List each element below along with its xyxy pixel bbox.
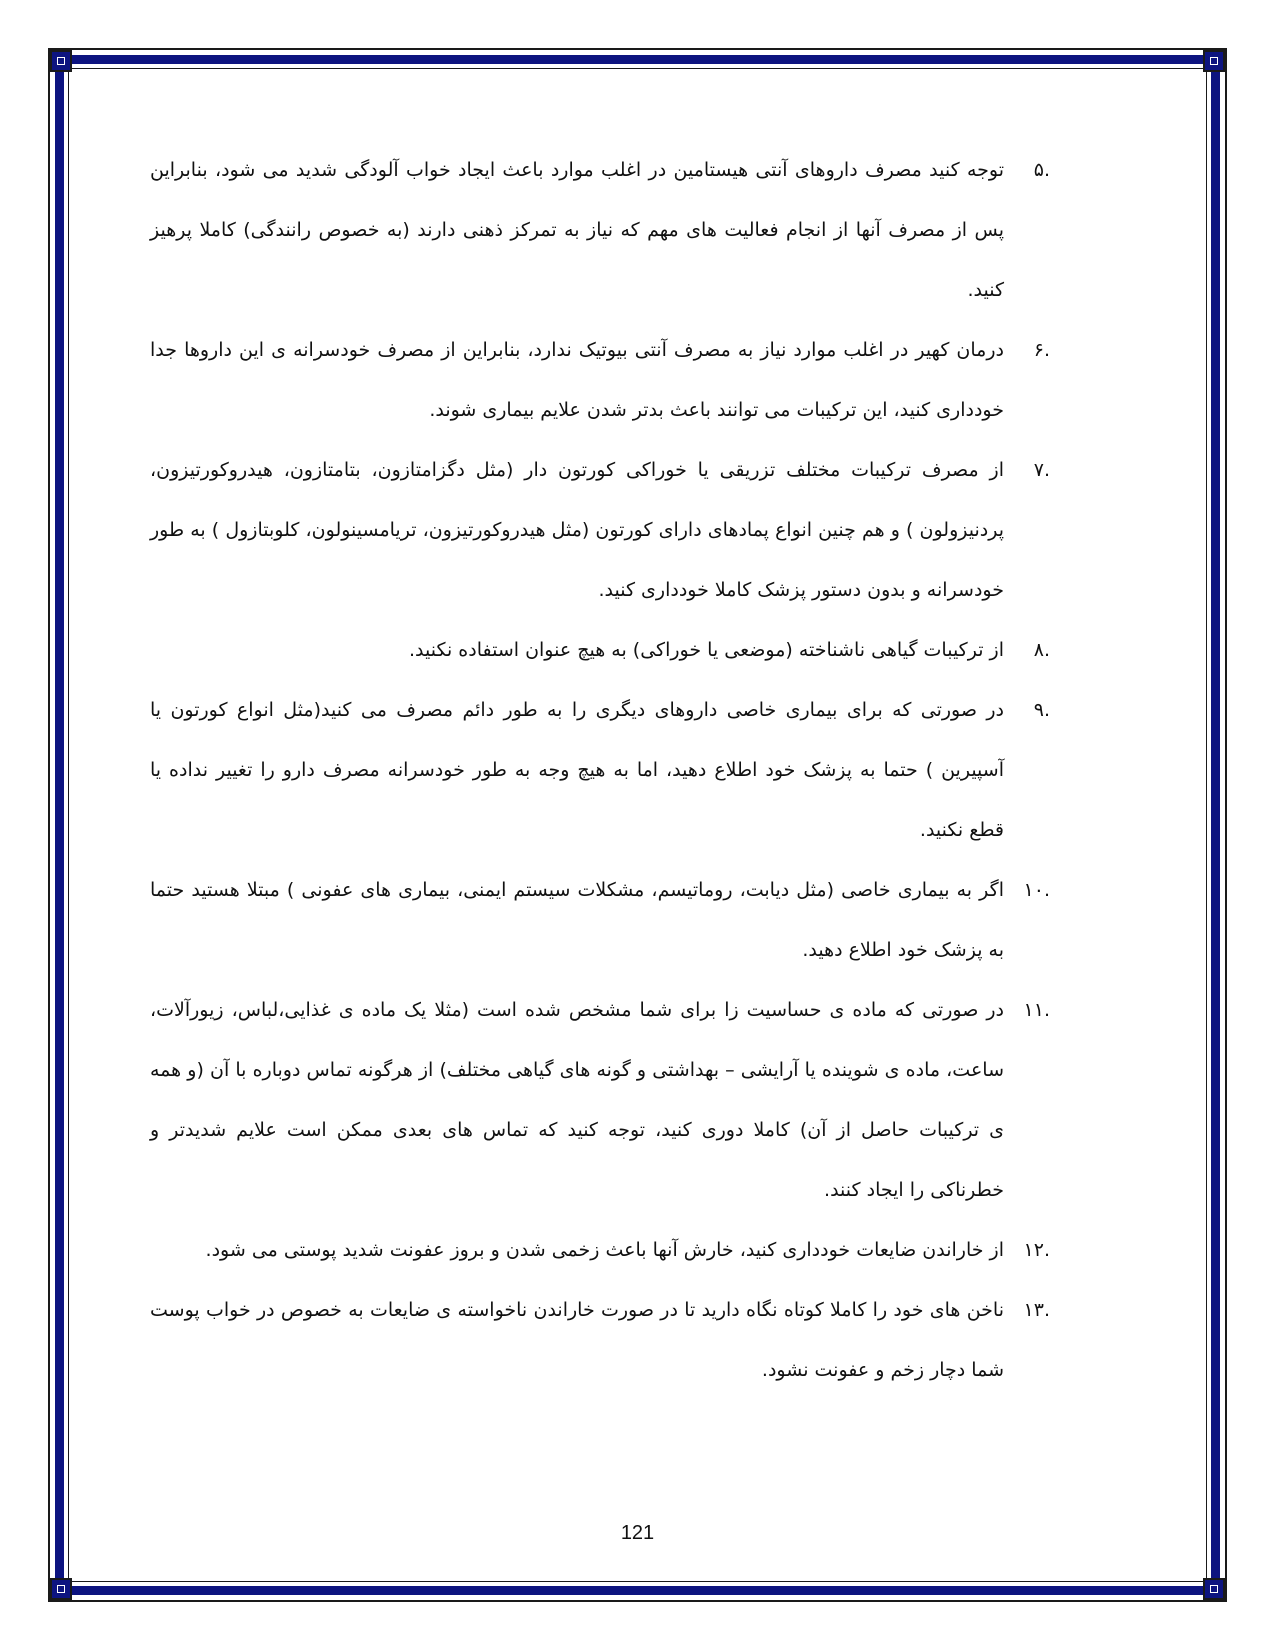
- list-item-number: .۱۰: [1023, 879, 1050, 901]
- list-item-text: در صورتی که ماده ی حساسیت زا برای شما مشخص شده است (مثلا یک ماده ی غذایی،لباس، زیورآلات، ساعت، ماده ی شوینده یا آرایشی – بهداشتی و گونه های گیاهی مختلف) از هرگونه تماس دوباره با آن (و همه ی ترکیبات حاصل از آن) کاملا دوری کنید، توجه کنید که تماس های بعدی ممکن است علایم شدیدتر و خطرناکی را ایجاد کنند.: [150, 999, 1004, 1201]
- list-item: [150, 980, 1050, 1220]
- list-item: [150, 680, 1050, 860]
- list-item: [150, 1280, 1050, 1400]
- list-item: [150, 320, 1050, 440]
- list-item-text: از مصرف ترکیبات مختلف تزریقی یا خوراکی کورتون دار (مثل دگزامتازون، بتامتازون، هیدروکورتیزون، پردنیزولون ) و هم چنین انواع پمادهای دارای کورتون (مثل هیدروکورتیزون، تریامسینولون، کلوبتازول ) به طور خودسرانه و بدون دستور پزشک کاملا خودداری کنید.: [150, 459, 1004, 601]
- list-item-text: از ترکیبات گیاهی ناشناخته (موضعی یا خوراکی) به هیچ عنوان استفاده نکنید.: [408, 639, 1004, 661]
- list-item-number: .۱۳: [1023, 1299, 1050, 1321]
- corner-ornament-bottom-left: [50, 1578, 72, 1600]
- list-item-number: .۱۱: [1023, 999, 1050, 1021]
- list-item-number: .۸: [1033, 639, 1050, 661]
- list-item-text: توجه کنید مصرف داروهای آنتی هیستامین در اغلب موارد باعث ایجاد خواب آلودگی شدید می شود، بنابراین پس از مصرف آنها از انجام فعالیت های مهم که نیاز به تمرکز ذهنی دارند (به خصوص رانندگی) کاملا پرهیز کنید.: [150, 159, 1004, 301]
- list-item: [150, 1220, 1050, 1280]
- corner-ornament-bottom-right: [1203, 1578, 1225, 1600]
- list-item-text: در صورتی که برای بیماری خاصی داروهای دیگری را به طور دائم مصرف می کنید(مثل انواع کورتون یا آسپیرین ) حتما به پزشک خود اطلاع دهید، اما به هیچ وجه به طور خودسرانه مصرف دارو را تغییر نداده یا قطع نکنید.: [150, 699, 1004, 841]
- list-item-number: .۵: [1033, 159, 1050, 181]
- list-item-number: .۹: [1033, 699, 1050, 721]
- list-item: [150, 440, 1050, 620]
- page-number: 121: [620, 1522, 655, 1544]
- corner-ornament-top-left: [50, 50, 72, 72]
- list-item: [150, 860, 1050, 980]
- list-item-text: درمان کهیر در اغلب موارد نیاز به مصرف آنتی بیوتیک ندارد، بنابراین از مصرف خودسرانه ی این داروها جدا خودداری کنید، این ترکیبات می توانند باعث بدتر شدن علایم بیماری شوند.: [150, 339, 1004, 421]
- list-item-text: از خاراندن ضایعات خودداری کنید، خارش آنها باعث زخمی شدن و بروز عفونت شدید پوستی می شود.: [205, 1239, 1004, 1261]
- list-item-number: .۷: [1033, 459, 1050, 481]
- list-item-text: اگر به بیماری خاصی (مثل دیابت، روماتیسم، مشکلات سیستم ایمنی، بیماری های عفونی ) مبتلا هستید حتما به پزشک خود اطلاع دهید.: [150, 879, 1004, 961]
- list-item: [150, 620, 1050, 680]
- corner-ornament-top-right: [1203, 50, 1225, 72]
- list-item-number: .۱۲: [1023, 1239, 1050, 1261]
- list-item-number: .۶: [1033, 339, 1050, 361]
- list-item: [150, 140, 1050, 320]
- numbered-list: [150, 140, 1050, 1400]
- list-item-text: ناخن های خود را کاملا کوتاه نگاه دارید تا در صورت خاراندن ناخواسته ی ضایعات به خصوص در خواب پوست شما دچار زخم و عفونت نشود.: [150, 1299, 1004, 1381]
